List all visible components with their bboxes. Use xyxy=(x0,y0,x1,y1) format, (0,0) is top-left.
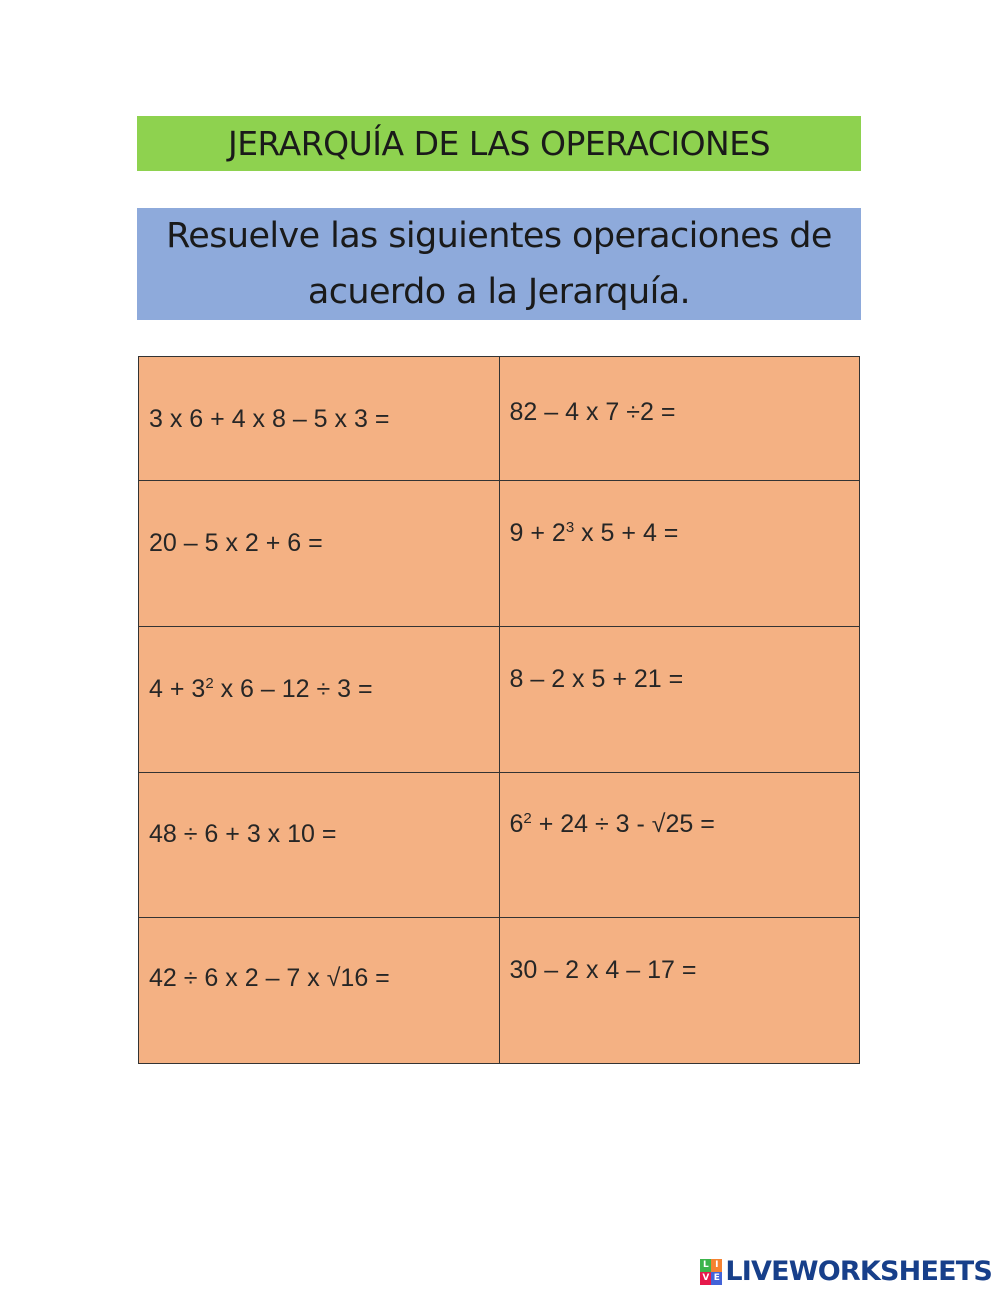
operation-cell xyxy=(139,918,500,1064)
operation-cell xyxy=(139,357,500,481)
operation-expression: 42 ÷ 6 x 2 – 7 x √16 = xyxy=(149,964,390,992)
table-row xyxy=(139,357,860,481)
instruction-banner xyxy=(137,208,861,320)
operation-cell xyxy=(499,357,860,481)
operation-expression: 30 – 2 x 4 – 17 = xyxy=(509,956,697,984)
brand-text: LIVEWORKSHEETS xyxy=(725,1256,992,1287)
operations-table xyxy=(138,356,860,1064)
operation-cell xyxy=(139,627,500,773)
operation-expression: 82 – 4 x 7 ÷2 = xyxy=(509,398,676,426)
operation-expression: $4 + 3^2$ x 6 – 12 ÷ 3 = xyxy=(149,675,373,703)
instruction-text: Resuelve las siguientes operaciones de acuerdo a la Jerarquía. xyxy=(166,216,832,312)
operation-expression: $9 + 2^3$ x 5 + 4 = xyxy=(509,519,679,547)
liveworksheets-brand[interactable] xyxy=(700,1256,992,1287)
operation-cell xyxy=(499,773,860,918)
operation-cell xyxy=(499,627,860,773)
logo-letter: L xyxy=(700,1259,711,1272)
operation-cell xyxy=(139,481,500,627)
table-row xyxy=(139,773,860,918)
operation-cell xyxy=(499,481,860,627)
table-row xyxy=(139,481,860,627)
operation-expression: 20 – 5 x 2 + 6 = xyxy=(149,529,323,557)
liveworksheets-logo-icon xyxy=(700,1259,722,1285)
operation-expression: 48 ÷ 6 + 3 x 10 = xyxy=(149,820,337,848)
operation-cell xyxy=(499,918,860,1064)
table-row xyxy=(139,918,860,1064)
logo-letter: E xyxy=(711,1272,722,1285)
operation-cell xyxy=(139,773,500,918)
title-banner xyxy=(137,116,861,171)
table-row xyxy=(139,627,860,773)
operation-expression: 3 x 6 + 4 x 8 – 5 x 3 = xyxy=(149,405,390,433)
logo-letter: V xyxy=(700,1272,711,1285)
logo-letter: I xyxy=(711,1259,722,1272)
operation-expression: 8 – 2 x 5 + 21 = xyxy=(509,665,684,693)
operation-expression: $6^2 + 24 \div 3 - √25$ = xyxy=(509,810,715,838)
page-title: JERARQUÍA DE LAS OPERACIONES xyxy=(227,124,771,163)
